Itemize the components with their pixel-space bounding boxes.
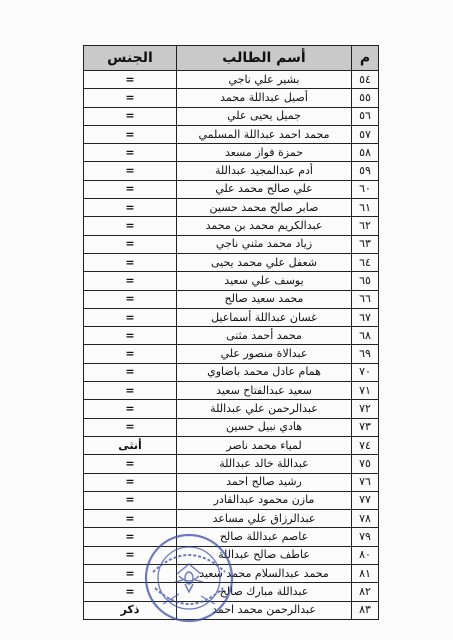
- student-name: همام عادل محمد باضاوي: [177, 363, 352, 381]
- row-number: ٦٨: [352, 327, 379, 345]
- student-gender: =: [84, 546, 177, 564]
- student-gender: =: [84, 473, 177, 491]
- student-name: عبدالرحمن محمد احمد: [177, 601, 352, 619]
- table-row: [84, 436, 379, 454]
- student-name: يوسف علي سعيد: [177, 272, 352, 290]
- row-number: ٦٩: [352, 345, 379, 363]
- student-gender: =: [84, 107, 177, 125]
- student-gender: ذكر: [84, 601, 177, 619]
- row-number: ٧٢: [352, 400, 379, 418]
- header-gender: الجنس: [84, 46, 177, 71]
- table-row: [84, 473, 379, 491]
- student-gender: =: [84, 235, 177, 253]
- table-row: [84, 272, 379, 290]
- row-number: ٦٣: [352, 235, 379, 253]
- row-number: ٦١: [352, 199, 379, 217]
- row-number: ٦٧: [352, 308, 379, 326]
- table-row: [84, 345, 379, 363]
- student-name: شعفل علي محمد يحيى: [177, 253, 352, 271]
- row-number: ٥٨: [352, 144, 379, 162]
- table-row: [84, 382, 379, 400]
- student-name: عبدالرحمن علي عبداللة: [177, 400, 352, 418]
- table-row: [84, 308, 379, 326]
- student-gender: =: [84, 528, 177, 546]
- student-name: أصيل عبداللة محمد: [177, 89, 352, 107]
- roster-header: [84, 46, 379, 71]
- student-gender: =: [84, 583, 177, 601]
- table-row: [84, 418, 379, 436]
- row-number: ٥٦: [352, 107, 379, 125]
- header-student-name: أسم الطالب: [177, 46, 352, 71]
- student-name: عبدالاة منصور علي: [177, 345, 352, 363]
- student-gender: =: [84, 125, 177, 143]
- student-name: جميل يحيى علي: [177, 107, 352, 125]
- student-gender: =: [84, 345, 177, 363]
- student-name: عبداللة خالد عبداللة: [177, 455, 352, 473]
- row-number: ٧٦: [352, 473, 379, 491]
- table-row: [84, 125, 379, 143]
- row-number: ٨٣: [352, 601, 379, 619]
- table-row: [84, 546, 379, 564]
- student-gender: =: [84, 162, 177, 180]
- row-number: ٥٥: [352, 89, 379, 107]
- table-row: [84, 253, 379, 271]
- student-gender: =: [84, 272, 177, 290]
- row-number: ٧٨: [352, 510, 379, 528]
- row-number: ٧٥: [352, 455, 379, 473]
- row-number: ٧٧: [352, 491, 379, 509]
- student-name: عبدالكريم محمد بن محمد: [177, 217, 352, 235]
- row-number: ٨٢: [352, 583, 379, 601]
- student-gender: =: [84, 199, 177, 217]
- student-gender: =: [84, 418, 177, 436]
- row-number: ٨٠: [352, 546, 379, 564]
- student-name: سعيد عبدالفتاح سعيد: [177, 382, 352, 400]
- row-number: ٦٤: [352, 253, 379, 271]
- row-number: ٨١: [352, 565, 379, 583]
- student-gender: =: [84, 253, 177, 271]
- table-row: [84, 162, 379, 180]
- row-number: ٧٩: [352, 528, 379, 546]
- student-gender: =: [84, 491, 177, 509]
- table-row: [84, 199, 379, 217]
- student-name: عبدالرزاق علي مساعد: [177, 510, 352, 528]
- student-gender: =: [84, 180, 177, 198]
- table-row: [84, 455, 379, 473]
- table-row: [84, 601, 379, 619]
- row-number: ٥٩: [352, 162, 379, 180]
- table-row: [84, 89, 379, 107]
- table-row: [84, 107, 379, 125]
- student-name: لمياء محمد ناصر: [177, 436, 352, 454]
- student-name: محمد أحمد مثنى: [177, 327, 352, 345]
- table-row: [84, 491, 379, 509]
- student-gender: =: [84, 565, 177, 583]
- table-row: [84, 217, 379, 235]
- row-number: ٧١: [352, 382, 379, 400]
- header-number: م: [352, 46, 379, 71]
- row-number: ٧٠: [352, 363, 379, 381]
- table-row: [84, 290, 379, 308]
- student-gender: أنثى: [84, 436, 177, 454]
- student-gender: =: [84, 327, 177, 345]
- student-gender: =: [84, 308, 177, 326]
- student-name: مازن محمود عبدالقادر: [177, 491, 352, 509]
- table-row: [84, 583, 379, 601]
- student-name: محمد عبدالسلام محمد سعيد: [177, 565, 352, 583]
- table-row: [84, 180, 379, 198]
- row-number: ٧٣: [352, 418, 379, 436]
- row-number: ٥٤: [352, 71, 379, 89]
- student-name: صابر صالح محمد حسين: [177, 199, 352, 217]
- student-gender: =: [84, 290, 177, 308]
- student-name: حمزة فواز مسعد: [177, 144, 352, 162]
- student-gender: =: [84, 89, 177, 107]
- student-name: رشيد صالح احمد: [177, 473, 352, 491]
- student-name: هادي نبيل حسين: [177, 418, 352, 436]
- table-row: [84, 400, 379, 418]
- student-name: عبداللة مبارك صالح: [177, 583, 352, 601]
- table-row: [84, 510, 379, 528]
- table-row: [84, 235, 379, 253]
- row-number: ٥٧: [352, 125, 379, 143]
- student-name: محمد سعيد صالح: [177, 290, 352, 308]
- row-number: ٦٠: [352, 180, 379, 198]
- student-gender: =: [84, 400, 177, 418]
- table-row: [84, 71, 379, 89]
- table-row: [84, 565, 379, 583]
- student-gender: =: [84, 455, 177, 473]
- student-name: عاطف صالح عبداللة: [177, 546, 352, 564]
- row-number: ٦٥: [352, 272, 379, 290]
- row-number: ٧٤: [352, 436, 379, 454]
- table-row: [84, 528, 379, 546]
- student-name: أدم عبدالمجيد عبداللة: [177, 162, 352, 180]
- row-number: ٦٢: [352, 217, 379, 235]
- student-name: علي صالح محمد علي: [177, 180, 352, 198]
- table-row: [84, 327, 379, 345]
- student-name: عاصم عبداللة صالح: [177, 528, 352, 546]
- student-name: غسان عبداللة أسماعيل: [177, 308, 352, 326]
- table-row: [84, 144, 379, 162]
- student-name: محمد احمد عبداللة المسلمي: [177, 125, 352, 143]
- student-name: زياد محمد مثني ناجي: [177, 235, 352, 253]
- roster-body: [84, 71, 379, 620]
- student-gender: =: [84, 382, 177, 400]
- student-gender: =: [84, 144, 177, 162]
- student-gender: =: [84, 363, 177, 381]
- student-roster-table: [83, 45, 379, 620]
- student-name: بشير علي ناجي: [177, 71, 352, 89]
- student-gender: =: [84, 217, 177, 235]
- row-number: ٦٦: [352, 290, 379, 308]
- table-row: [84, 363, 379, 381]
- header-row: [84, 46, 379, 71]
- student-gender: =: [84, 510, 177, 528]
- student-gender: =: [84, 71, 177, 89]
